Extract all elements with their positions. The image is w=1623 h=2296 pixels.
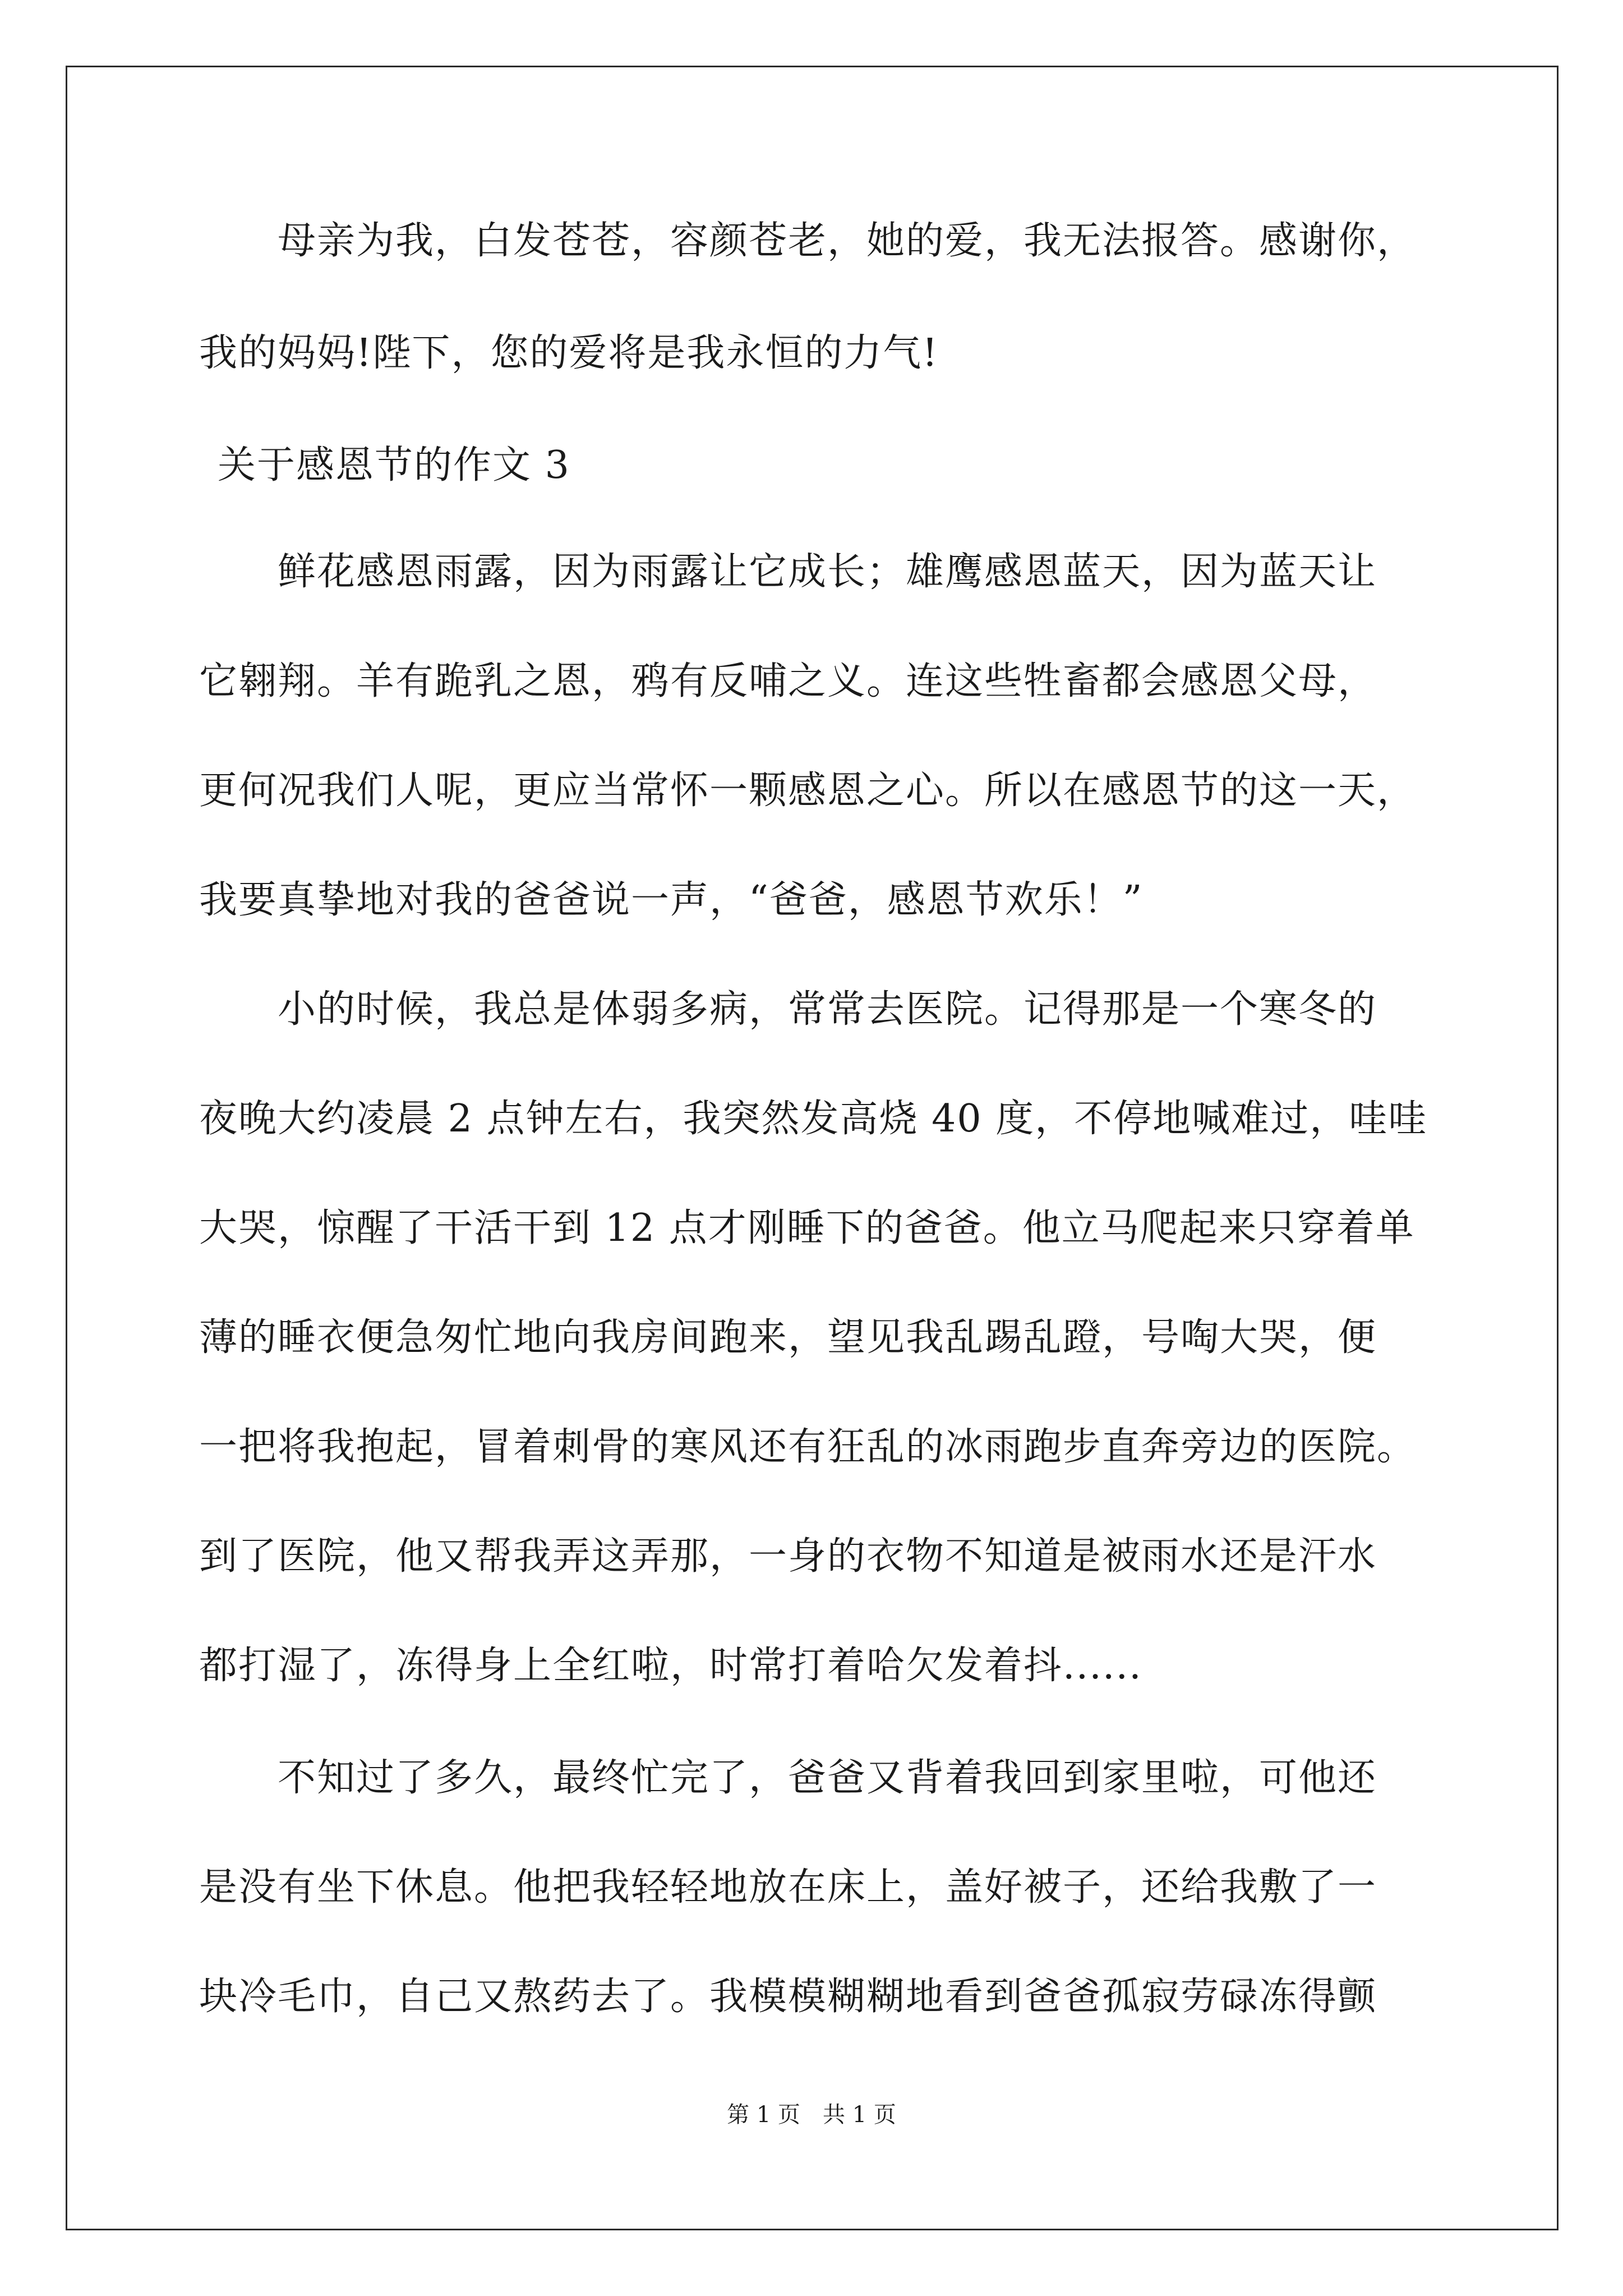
body-line-10: 大哭，惊醒了干活干到 12 点才刚睡下的爸爸。他立马爬起来只穿着单 xyxy=(199,1206,1415,1250)
body-line-4: 鲜花感恩雨露，因为雨露让它成长；雄鹰感恩蓝天，因为蓝天让 xyxy=(199,550,1377,594)
body-line-5: 它翱翔。羊有跪乳之恩，鸦有反哺之义。连这些牲畜都会感恩父母， xyxy=(199,659,1377,703)
body-line-15: 不知过了多久，最终忙完了，爸爸又背着我回到家里啦，可他还 xyxy=(199,1756,1377,1800)
body-line-13: 到了医院，他又帮我弄这弄那，一身的衣物不知道是被雨水还是汗水 xyxy=(199,1534,1377,1579)
body-line-8: 小的时候，我总是体弱多病，常常去医院。记得那是一个寒冬的 xyxy=(199,987,1377,1032)
page-number: 第 1 页 xyxy=(727,2102,800,2128)
body-line-16: 是没有坐下休息。他把我轻轻地放在床上，盖好被子，还给我敷了一 xyxy=(199,1865,1377,1910)
page-footer xyxy=(0,2101,1623,2129)
body-line-2: 我的妈妈!陛下，您的爱将是我永恒的力气! xyxy=(199,331,939,375)
body-line-17: 块冷毛巾，自己又熬药去了。我模模糊糊地看到爸爸孤寂劳碌冻得颤 xyxy=(199,1975,1377,2019)
body-line-1: 母亲为我，白发苍苍，容颜苍老，她的爱，我无法报答。感谢你， xyxy=(199,219,1417,263)
body-line-9: 夜晚大约凌晨 2 点钟左右，我突然发高烧 40 度，不停地喊难过，哇哇 xyxy=(199,1097,1428,1141)
page-total: 共 1 页 xyxy=(823,2102,896,2128)
body-line-7: 我要真挚地对我的爸爸说一声，“爸爸，感恩节欢乐！” xyxy=(199,878,1144,922)
body-line-6: 更何况我们人呢，更应当常怀一颗感恩之心。所以在感恩节的这一天， xyxy=(199,769,1417,813)
body-line-12: 一把将我抱起，冒着刺骨的寒风还有狂乱的冰雨跑步直奔旁边的医院。 xyxy=(199,1425,1417,1469)
section-heading: 关于感恩节的作文 3 xyxy=(218,443,570,487)
body-line-11: 薄的睡衣便急匆忙地向我房间跑来，望见我乱踢乱蹬，号啕大哭，便 xyxy=(199,1315,1377,1360)
body-line-14: 都打湿了，冻得身上全红啦，时常打着哈欠发着抖...... xyxy=(199,1644,1142,1688)
